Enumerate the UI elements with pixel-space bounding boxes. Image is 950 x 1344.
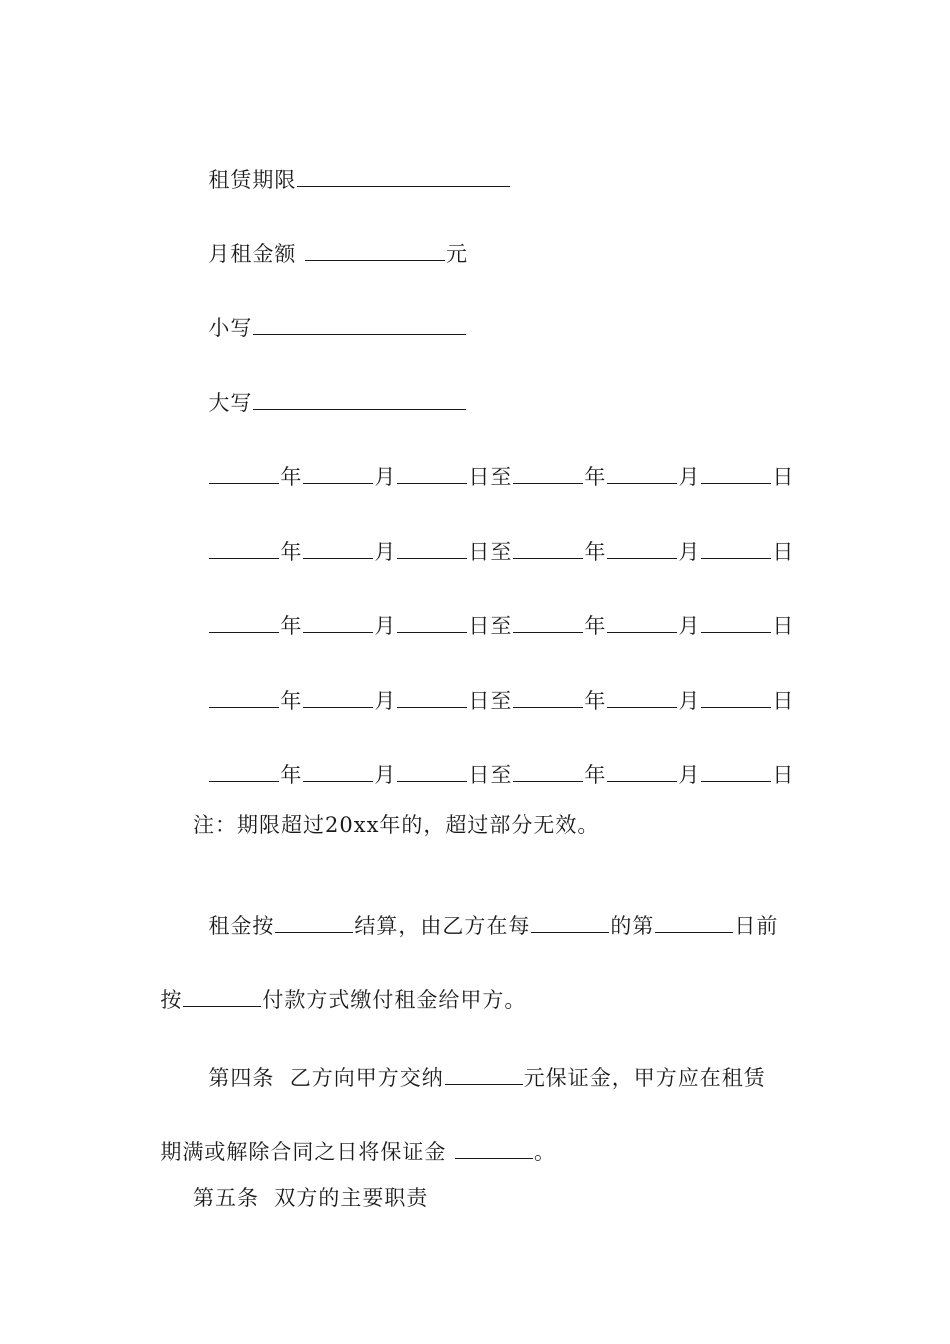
date-range-row xyxy=(193,435,794,491)
amount-numeric-line xyxy=(193,286,467,342)
blank xyxy=(513,540,583,559)
date-row-year: 年 xyxy=(584,689,607,713)
span: 按 xyxy=(160,988,183,1012)
date-row-year: 年 xyxy=(280,465,303,489)
blank xyxy=(701,465,771,484)
article5-heading: 第五条 双方的主要职责 xyxy=(193,1186,429,1210)
rent-clause-line1 xyxy=(193,884,778,940)
date-row-year: 年 xyxy=(280,763,303,787)
date-row-month: 月 xyxy=(678,540,701,564)
span: 第四条 乙方向甲方交纳 xyxy=(208,1066,444,1090)
span: 。 xyxy=(534,1140,557,1164)
blank xyxy=(209,689,279,708)
blank xyxy=(209,465,279,484)
amount-words-blank xyxy=(253,391,466,410)
blank xyxy=(513,465,583,484)
date-row-year: 年 xyxy=(280,614,303,638)
lease-term-line xyxy=(193,138,511,194)
date-row-to: 至 xyxy=(490,614,513,638)
monthly-rent-unit: 元 xyxy=(446,242,469,266)
date-row-month: 月 xyxy=(678,763,701,787)
date-row-to: 至 xyxy=(490,689,513,713)
date-range-row xyxy=(193,510,794,566)
date-row-year: 年 xyxy=(280,689,303,713)
blank xyxy=(209,763,279,782)
blank xyxy=(397,614,467,633)
blank xyxy=(445,1066,523,1085)
date-row-day: 日 xyxy=(468,614,491,638)
article4-line2 xyxy=(145,1110,556,1166)
date-row-month: 月 xyxy=(678,465,701,489)
span: 付款方式缴付租金给甲方。 xyxy=(262,988,527,1012)
blank xyxy=(303,689,373,708)
date-row-day: 日 xyxy=(772,614,795,638)
span: 结算，由乙方在每 xyxy=(354,914,531,938)
article4-line1 xyxy=(193,1036,766,1092)
date-row-month: 月 xyxy=(374,763,397,787)
blank xyxy=(397,465,467,484)
blank xyxy=(607,540,677,559)
term-note: 注：期限超过20xx年的，超过部分无效。 xyxy=(193,813,600,837)
date-row-to: 至 xyxy=(490,763,513,787)
date-range-row xyxy=(193,733,794,789)
blank xyxy=(655,914,733,933)
date-row-day: 日 xyxy=(468,763,491,787)
blank xyxy=(607,763,677,782)
date-row-month: 月 xyxy=(374,689,397,713)
lease-term-label: 租赁期限 xyxy=(208,168,297,192)
lease-term-blank xyxy=(297,168,510,187)
blank xyxy=(607,689,677,708)
blank xyxy=(397,540,467,559)
blank xyxy=(275,914,353,933)
blank xyxy=(455,1140,533,1159)
rent-clause-line2 xyxy=(145,958,526,1014)
blank xyxy=(209,614,279,633)
date-row-year: 年 xyxy=(280,540,303,564)
date-row-month: 月 xyxy=(374,465,397,489)
date-row-month: 月 xyxy=(678,614,701,638)
span: 期满或解除合同之日将保证金 xyxy=(160,1140,455,1164)
blank xyxy=(701,614,771,633)
date-range-row xyxy=(193,659,794,715)
date-row-day: 日 xyxy=(772,763,795,787)
blank xyxy=(303,465,373,484)
blank xyxy=(303,763,373,782)
date-row-year: 年 xyxy=(584,763,607,787)
date-row-to: 至 xyxy=(490,540,513,564)
date-row-month: 月 xyxy=(374,614,397,638)
blank xyxy=(701,540,771,559)
date-row-day: 日 xyxy=(468,689,491,713)
amount-words-line xyxy=(193,361,467,417)
blank xyxy=(303,540,373,559)
blank xyxy=(209,540,279,559)
span: 日前 xyxy=(734,914,779,938)
blank xyxy=(513,614,583,633)
blank xyxy=(183,988,261,1007)
span: 租金按 xyxy=(208,914,275,938)
date-row-month: 月 xyxy=(374,540,397,564)
blank xyxy=(701,763,771,782)
date-row-day: 日 xyxy=(772,465,795,489)
date-row-day: 日 xyxy=(468,465,491,489)
date-row-year: 年 xyxy=(584,614,607,638)
span: 的第 xyxy=(610,914,655,938)
blank xyxy=(397,763,467,782)
amount-numeric-blank xyxy=(253,316,466,335)
date-range-row xyxy=(193,584,794,640)
monthly-rent-blank xyxy=(305,242,445,261)
blank xyxy=(607,465,677,484)
span: 元保证金，甲方应在租赁 xyxy=(523,1066,766,1090)
blank xyxy=(531,914,609,933)
blank xyxy=(513,763,583,782)
blank xyxy=(303,614,373,633)
amount-numeric-label: 小写 xyxy=(208,316,253,340)
date-row-year: 年 xyxy=(584,540,607,564)
monthly-rent-label: 月租金额 xyxy=(208,242,305,266)
date-row-month: 月 xyxy=(678,689,701,713)
date-row-day: 日 xyxy=(468,540,491,564)
amount-words-label: 大写 xyxy=(208,391,253,415)
date-row-day: 日 xyxy=(772,540,795,564)
blank xyxy=(513,689,583,708)
monthly-rent-line xyxy=(193,212,468,268)
blank xyxy=(607,614,677,633)
date-row-day: 日 xyxy=(772,689,795,713)
blank xyxy=(397,689,467,708)
blank xyxy=(701,689,771,708)
date-row-to: 至 xyxy=(490,465,513,489)
date-row-year: 年 xyxy=(584,465,607,489)
